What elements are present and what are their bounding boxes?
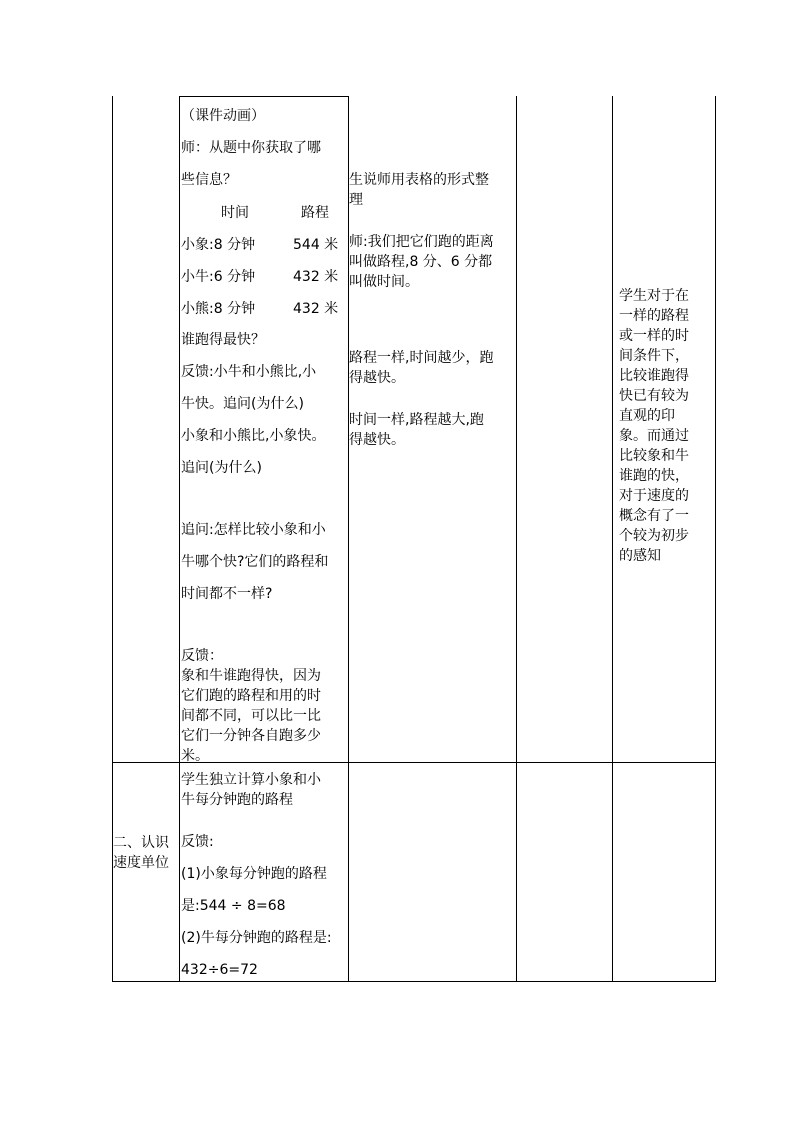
data-header-row bbox=[181, 202, 347, 222]
row2-section-title bbox=[113, 833, 179, 873]
section-title-line2: 速度单位 bbox=[113, 855, 169, 871]
elephant-distance: 544 米 bbox=[293, 237, 339, 253]
bear-time: 小熊:8 分钟 bbox=[181, 301, 256, 317]
table-divider-col1 bbox=[179, 96, 180, 982]
intent-line13: 个较为初步 bbox=[619, 528, 689, 544]
intent-line12: 概念有了一 bbox=[619, 508, 689, 524]
follow-up-line2: 牛哪个快?它们的路程和 bbox=[181, 554, 329, 570]
intent-line5: 比较谁跑得 bbox=[619, 368, 689, 384]
intent-line1: 学生对于在 bbox=[619, 288, 689, 304]
cow-distance: 432 米 bbox=[293, 269, 339, 285]
feedback2-line2: 追问(为什么) bbox=[181, 460, 262, 476]
student-note-b3: 叫做时间。 bbox=[349, 274, 419, 290]
feedback4-line1: 象和牛谁跑得快，因为 bbox=[181, 668, 321, 684]
intent-line4: 间条件下， bbox=[619, 348, 689, 364]
header-time: 时间 bbox=[221, 205, 249, 221]
student-note-c2: 得越快。 bbox=[349, 370, 405, 386]
intent-line3: 或一样的时 bbox=[619, 328, 689, 344]
calc-elephant-line2: 是:544 ÷ 8=68 bbox=[181, 898, 286, 914]
student-note-a2: 理 bbox=[349, 192, 363, 208]
calc-cow-line2: 432÷6=72 bbox=[181, 962, 258, 978]
calc-elephant-line1: (1)小象每分钟跑的路程 bbox=[181, 866, 327, 882]
intent-line6: 快已有较为 bbox=[619, 388, 689, 404]
row1-design-intent bbox=[619, 286, 713, 566]
intent-line7: 直观的印 bbox=[619, 408, 675, 424]
student-note-a1: 生说师用表格的形式整 bbox=[349, 172, 489, 188]
intent-line9: 比较象和牛 bbox=[619, 448, 689, 464]
table-top-line-segment bbox=[179, 96, 349, 97]
student-note-d1: 时间一样,路程越大,跑 bbox=[349, 412, 484, 428]
table-divider-col3 bbox=[516, 96, 517, 982]
student-note-d2: 得越快。 bbox=[349, 432, 405, 448]
feedback4-line5: 米。 bbox=[181, 748, 209, 764]
row1-teacher-activity bbox=[181, 106, 347, 766]
student-note-b1: 师:我们把它们跑的距离 bbox=[349, 234, 494, 250]
student-note-c1: 路程一样,时间越少，跑 bbox=[349, 350, 494, 366]
data-row-bear bbox=[181, 298, 347, 318]
data-row-cow bbox=[181, 266, 347, 286]
intent-line11: 对于速度的 bbox=[619, 488, 689, 504]
row1-student-activity bbox=[349, 170, 515, 450]
student-note-b2: 叫做路程,8 分、6 分都 bbox=[349, 254, 493, 270]
calc-feedback-label: 反馈: bbox=[181, 834, 214, 850]
intent-line14: 的感知 bbox=[619, 548, 661, 564]
feedback1-line2: 牛快。追问(为什么) bbox=[181, 396, 304, 412]
teacher-question-line2: 些信息？ bbox=[181, 172, 237, 188]
calc-line1: 学生独立计算小象和小 bbox=[181, 772, 321, 788]
feedback4-line3: 间都不同，可以比一比 bbox=[181, 708, 321, 724]
table-divider-col4 bbox=[612, 96, 613, 982]
feedback3-label: 反馈： bbox=[181, 648, 223, 664]
courseware-note: （课件动画） bbox=[181, 108, 265, 124]
cow-time: 小牛:6 分钟 bbox=[181, 269, 256, 285]
feedback2-line1: 小象和小熊比,小象快。 bbox=[181, 428, 326, 444]
intent-line2: 一样的路程 bbox=[619, 308, 689, 324]
elephant-time: 小象:8 分钟 bbox=[181, 237, 256, 253]
calc-line2: 牛每分钟跑的路程 bbox=[181, 792, 293, 808]
feedback4-line4: 它们一分钟各自跑多少 bbox=[181, 728, 321, 744]
section-title-line1: 二、认识 bbox=[113, 835, 169, 851]
table-border-bottom bbox=[112, 981, 716, 982]
table-border-right bbox=[715, 96, 716, 982]
question-fastest: 谁跑得最快？ bbox=[181, 332, 265, 348]
intent-line10: 谁跑的快， bbox=[619, 468, 689, 484]
intent-line8: 象。而通过 bbox=[619, 428, 689, 444]
feedback1-line1: 反馈:小牛和小熊比,小 bbox=[181, 364, 317, 380]
teacher-question-line1: 师：从题中你获取了哪 bbox=[181, 140, 321, 156]
bear-distance: 432 米 bbox=[293, 301, 339, 317]
header-distance: 路程 bbox=[301, 205, 329, 221]
feedback4-line2: 它们跑的路程和用的时 bbox=[181, 688, 321, 704]
follow-up-line1: 追问:怎样比较小象和小 bbox=[181, 522, 326, 538]
row2-teacher-activity bbox=[181, 770, 347, 980]
follow-up-line3: 时间都不一样? bbox=[181, 586, 273, 602]
calc-cow-line1: (2)牛每分钟跑的路程是: bbox=[181, 930, 332, 946]
data-row-elephant bbox=[181, 234, 347, 254]
